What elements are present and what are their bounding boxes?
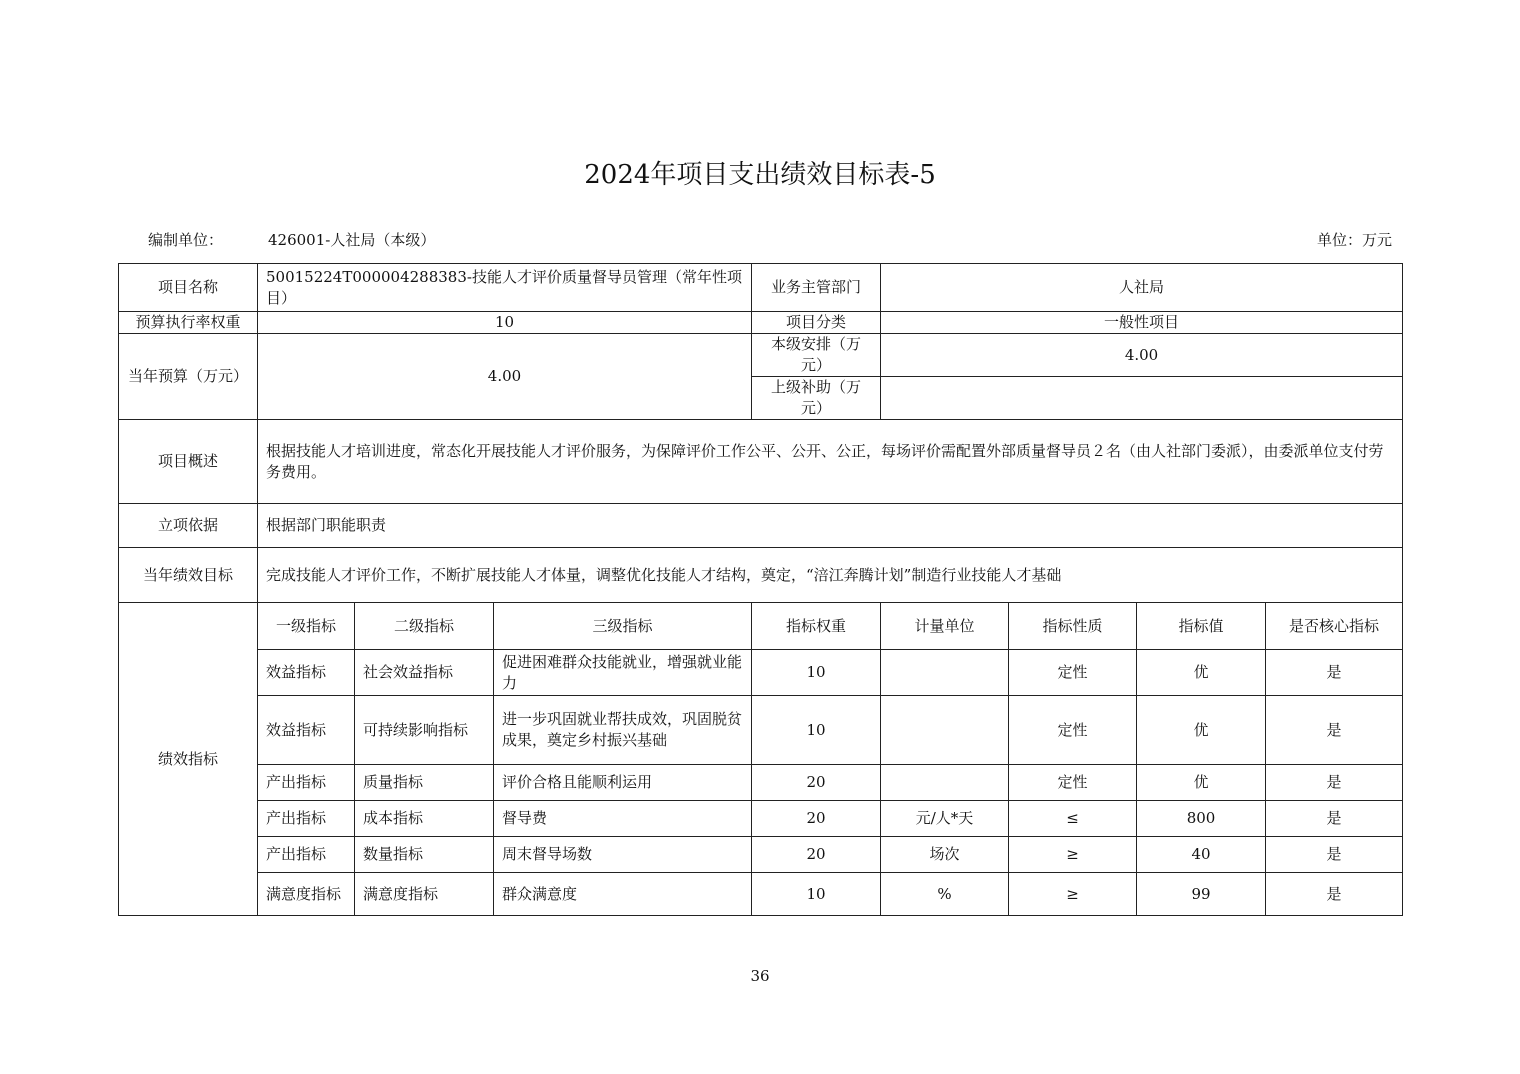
category-label: 项目分类 <box>752 312 881 334</box>
level1-cell: 效益指标 <box>258 650 355 696</box>
level2-cell: 满意度指标 <box>355 873 494 916</box>
level1-cell: 产出指标 <box>258 801 355 837</box>
core-cell: 是 <box>1266 801 1403 837</box>
nature-cell: ≥ <box>1009 873 1137 916</box>
category-value: 一般性项目 <box>881 312 1403 334</box>
level3-cell: 进一步巩固就业帮扶成效，巩固脱贫成果，奠定乡村振兴基础 <box>494 696 752 765</box>
local-value: 4.00 <box>881 334 1403 377</box>
goal-label: 当年绩效目标 <box>119 548 258 603</box>
nature-cell: 定性 <box>1009 765 1137 801</box>
goal-value: 完成技能人才评价工作，不断扩展技能人才体量，调整优化技能人才结构，奠定，“涪江奔腾计划”制造行业技能人才基础 <box>258 548 1403 603</box>
table-row <box>119 312 1403 334</box>
level3-cell: 促进困难群众技能就业，增强就业能力 <box>494 650 752 696</box>
column-header: 三级指标 <box>494 603 752 650</box>
weight-cell: 10 <box>752 696 881 765</box>
table-row <box>119 264 1403 312</box>
nature-cell: ≤ <box>1009 801 1137 837</box>
page-number: 36 <box>750 967 770 985</box>
value-cell: 40 <box>1137 837 1266 873</box>
unit-cell <box>881 650 1009 696</box>
org-value: 426001-人社局（本级） <box>268 231 436 249</box>
project-name-value: 50015224T000004288383-技能人才评价质量督导员管理（常年性项目） <box>258 264 752 312</box>
table-row <box>119 334 1403 377</box>
value-cell: 800 <box>1137 801 1266 837</box>
overview-label: 项目概述 <box>119 420 258 504</box>
upper-value <box>881 377 1403 420</box>
indicator-row <box>119 650 1403 696</box>
column-header: 计量单位 <box>881 603 1009 650</box>
budget-value: 4.00 <box>258 334 752 420</box>
level2-cell: 社会效益指标 <box>355 650 494 696</box>
value-cell: 优 <box>1137 696 1266 765</box>
weight-cell: 10 <box>752 873 881 916</box>
budget-label: 当年预算（万元） <box>119 334 258 420</box>
weight-value: 10 <box>258 312 752 334</box>
unit-cell: 场次 <box>881 837 1009 873</box>
unit-cell <box>881 765 1009 801</box>
weight-label: 预算执行率权重 <box>119 312 258 334</box>
indicator-row <box>119 696 1403 765</box>
weight-cell: 10 <box>752 650 881 696</box>
level2-cell: 数量指标 <box>355 837 494 873</box>
level1-cell: 满意度指标 <box>258 873 355 916</box>
column-header: 指标值 <box>1137 603 1266 650</box>
unit-cell <box>881 696 1009 765</box>
value-cell: 优 <box>1137 765 1266 801</box>
column-header: 指标性质 <box>1009 603 1137 650</box>
column-header: 是否核心指标 <box>1266 603 1403 650</box>
indicator-row <box>119 801 1403 837</box>
level3-cell: 评价合格且能顺利运用 <box>494 765 752 801</box>
indicator-row <box>119 837 1403 873</box>
level1-cell: 产出指标 <box>258 765 355 801</box>
local-label: 本级安排（万元） <box>752 334 881 377</box>
table-row <box>119 504 1403 548</box>
upper-label: 上级补助（万元） <box>752 377 881 420</box>
level2-cell: 成本指标 <box>355 801 494 837</box>
nature-cell: 定性 <box>1009 696 1137 765</box>
table-row <box>119 548 1403 603</box>
indicators-section-label: 绩效指标 <box>119 603 258 916</box>
org-label: 编制单位： <box>148 231 224 249</box>
weight-cell: 20 <box>752 837 881 873</box>
level2-cell: 可持续影响指标 <box>355 696 494 765</box>
nature-cell: ≥ <box>1009 837 1137 873</box>
column-header: 指标权重 <box>752 603 881 650</box>
table-row <box>119 420 1403 504</box>
column-header: 二级指标 <box>355 603 494 650</box>
indicator-row <box>119 765 1403 801</box>
level3-cell: 督导费 <box>494 801 752 837</box>
page-title: 2024年项目支出绩效目标表-5 <box>584 160 936 190</box>
indicator-row <box>119 873 1403 916</box>
core-cell: 是 <box>1266 765 1403 801</box>
level1-cell: 产出指标 <box>258 837 355 873</box>
weight-cell: 20 <box>752 765 881 801</box>
core-cell: 是 <box>1266 873 1403 916</box>
dept-value: 人社局 <box>881 264 1403 312</box>
nature-cell: 定性 <box>1009 650 1137 696</box>
level3-cell: 周末督导场数 <box>494 837 752 873</box>
project-name-label: 项目名称 <box>119 264 258 312</box>
overview-value: 根据技能人才培训进度，常态化开展技能人才评价服务，为保障评价工作公平、公开、公正，每场评价需配置外部质量督导员２名（由人社部门委派），由委派单位支付劳务费用。 <box>258 420 1403 504</box>
basis-label: 立项依据 <box>119 504 258 548</box>
core-cell: 是 <box>1266 696 1403 765</box>
core-cell: 是 <box>1266 650 1403 696</box>
level1-cell: 效益指标 <box>258 696 355 765</box>
level3-cell: 群众满意度 <box>494 873 752 916</box>
weight-cell: 20 <box>752 801 881 837</box>
performance-target-table <box>118 263 1403 916</box>
column-header: 一级指标 <box>258 603 355 650</box>
basis-value: 根据部门职能职责 <box>258 504 1403 548</box>
core-cell: 是 <box>1266 837 1403 873</box>
indicator-header-row <box>119 603 1403 650</box>
level2-cell: 质量指标 <box>355 765 494 801</box>
unit-cell: 元/人*天 <box>881 801 1009 837</box>
unit-label: 单位：万元 <box>1316 231 1392 249</box>
dept-label: 业务主管部门 <box>752 264 881 312</box>
value-cell: 99 <box>1137 873 1266 916</box>
unit-cell: % <box>881 873 1009 916</box>
value-cell: 优 <box>1137 650 1266 696</box>
